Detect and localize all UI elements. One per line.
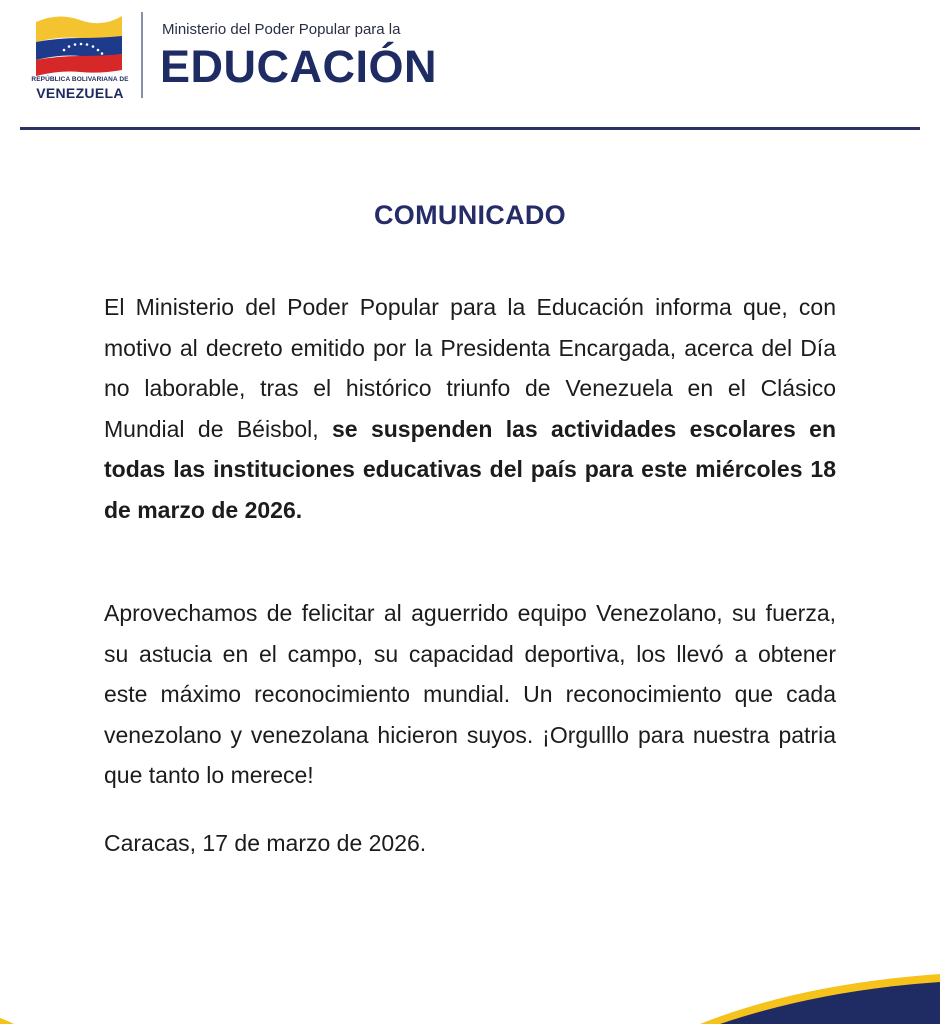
paragraph-congratulations: Aprovechamos de felicitar al aguerrido equipo Venezolano, su fuerza, su astucia en el campo, su capacidad deportiva, los llevó a obtener este máximo reconocimiento mundial. Un reconocimiento que cada venezolano y venezolana hicieron suyos. ¡Orgulllo para nuestra patria que tanto lo merece! bbox=[104, 600, 836, 788]
footer-swoosh-decoration bbox=[0, 960, 940, 1024]
ministry-subtitle: Ministerio del Poder Popular para la bbox=[162, 21, 401, 38]
header-divider bbox=[141, 12, 143, 98]
header bbox=[0, 0, 940, 130]
venezuela-flag-logo-icon bbox=[34, 8, 124, 76]
paragraph-announcement bbox=[104, 287, 836, 530]
header-rule bbox=[20, 127, 920, 130]
signoff-date: Caracas, 17 de marzo de 2026. bbox=[104, 830, 427, 856]
logo-republica-text: REPÚBLICA BOLIVARIANA DE bbox=[31, 76, 129, 83]
ministry-title: EDUCACIÓN bbox=[160, 41, 438, 92]
document-heading: COMUNICADO bbox=[374, 200, 566, 230]
paragraph-announcement-bold: se suspenden las actividades escolares en todas las instituciones educativas del país para este miércoles 18 de marzo de 2026. bbox=[104, 415, 837, 523]
logo-country-text: VENEZUELA bbox=[36, 85, 124, 101]
paragraph-announcement-regular: El Ministerio del Poder Popular para la Educación informa que, con motivo al decreto emitido por la Presidenta Encargada, acerca del Día no laborable, tras el histórico triunfo de Venezuela en el Clásico Mundial de Béisbol, bbox=[104, 294, 836, 442]
